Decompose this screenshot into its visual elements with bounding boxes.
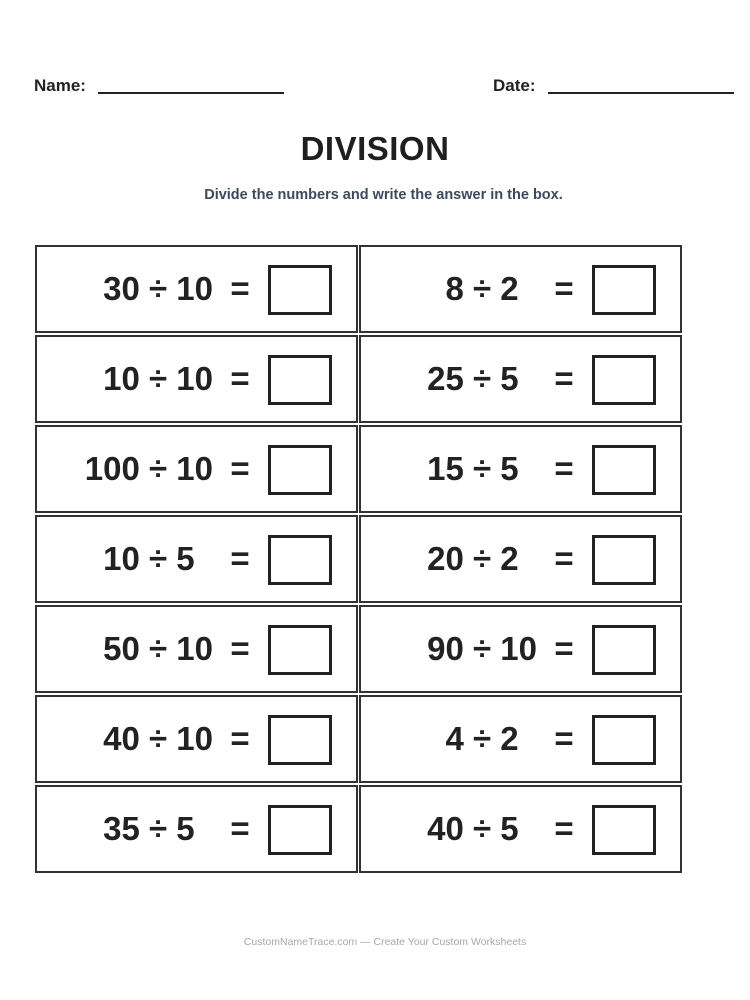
answer-box[interactable]	[592, 355, 656, 405]
problem-expression: 30 ÷ 10	[103, 270, 213, 307]
problem-cell	[359, 695, 682, 783]
equals-sign: =	[230, 630, 250, 667]
equals-sign: =	[554, 270, 574, 307]
name-write-line[interactable]	[98, 92, 284, 94]
problem-cell	[35, 425, 358, 513]
problem-expression: 50 ÷ 10	[103, 630, 213, 667]
problem-expression: 15 ÷ 5	[427, 450, 537, 487]
equals-sign: =	[554, 810, 574, 847]
problem-expression: 40 ÷ 5	[427, 810, 537, 847]
problem-cell	[35, 695, 358, 783]
answer-box[interactable]	[592, 715, 656, 765]
answer-box[interactable]	[592, 445, 656, 495]
answer-box[interactable]	[268, 265, 332, 315]
answer-box[interactable]	[268, 445, 332, 495]
problem-expression: 10 ÷ 10	[103, 360, 213, 397]
equals-sign: =	[230, 810, 250, 847]
problem-expression: 40 ÷ 10	[103, 720, 213, 757]
problem-expression: 100 ÷ 10	[84, 450, 213, 487]
problem-expression: 20 ÷ 2	[427, 540, 537, 577]
answer-box[interactable]	[592, 625, 656, 675]
problem-cell	[35, 785, 358, 873]
problem-cell	[359, 515, 682, 603]
footer-credit: CustomNameTrace.com — Create Your Custom Worksheets	[243, 936, 527, 948]
equals-sign: =	[554, 360, 574, 397]
answer-box[interactable]	[592, 265, 656, 315]
name-field	[34, 76, 284, 96]
date-label: Date:	[493, 76, 536, 95]
problem-expression: 4 ÷ 2	[445, 720, 537, 757]
problem-cell	[359, 335, 682, 423]
name-label: Name:	[34, 76, 86, 95]
problem-expression: 90 ÷ 10	[427, 630, 537, 667]
answer-box[interactable]	[268, 625, 332, 675]
answer-box[interactable]	[592, 805, 656, 855]
equals-sign: =	[554, 450, 574, 487]
answer-box[interactable]	[592, 535, 656, 585]
equals-sign: =	[230, 540, 250, 577]
date-field	[493, 76, 734, 96]
equals-sign: =	[230, 270, 250, 307]
problem-expression: 25 ÷ 5	[427, 360, 537, 397]
problem-expression: 10 ÷ 5	[103, 540, 213, 577]
problem-grid	[35, 245, 682, 873]
problem-cell	[359, 605, 682, 693]
answer-box[interactable]	[268, 355, 332, 405]
answer-box[interactable]	[268, 805, 332, 855]
equals-sign: =	[230, 360, 250, 397]
equals-sign: =	[230, 720, 250, 757]
problem-expression: 8 ÷ 2	[445, 270, 537, 307]
problem-cell	[359, 785, 682, 873]
problem-cell	[35, 515, 358, 603]
worksheet-title: DIVISION	[300, 130, 450, 167]
equals-sign: =	[230, 450, 250, 487]
problem-cell	[35, 245, 358, 333]
equals-sign: =	[554, 630, 574, 667]
problem-cell	[359, 245, 682, 333]
instructions: Divide the numbers and write the answer in the box.	[204, 187, 563, 203]
problem-cell	[35, 335, 358, 423]
problem-cell	[35, 605, 358, 693]
problem-expression: 35 ÷ 5	[103, 810, 213, 847]
equals-sign: =	[554, 540, 574, 577]
answer-box[interactable]	[268, 715, 332, 765]
answer-box[interactable]	[268, 535, 332, 585]
date-write-line[interactable]	[548, 92, 734, 94]
problem-cell	[359, 425, 682, 513]
equals-sign: =	[554, 720, 574, 757]
